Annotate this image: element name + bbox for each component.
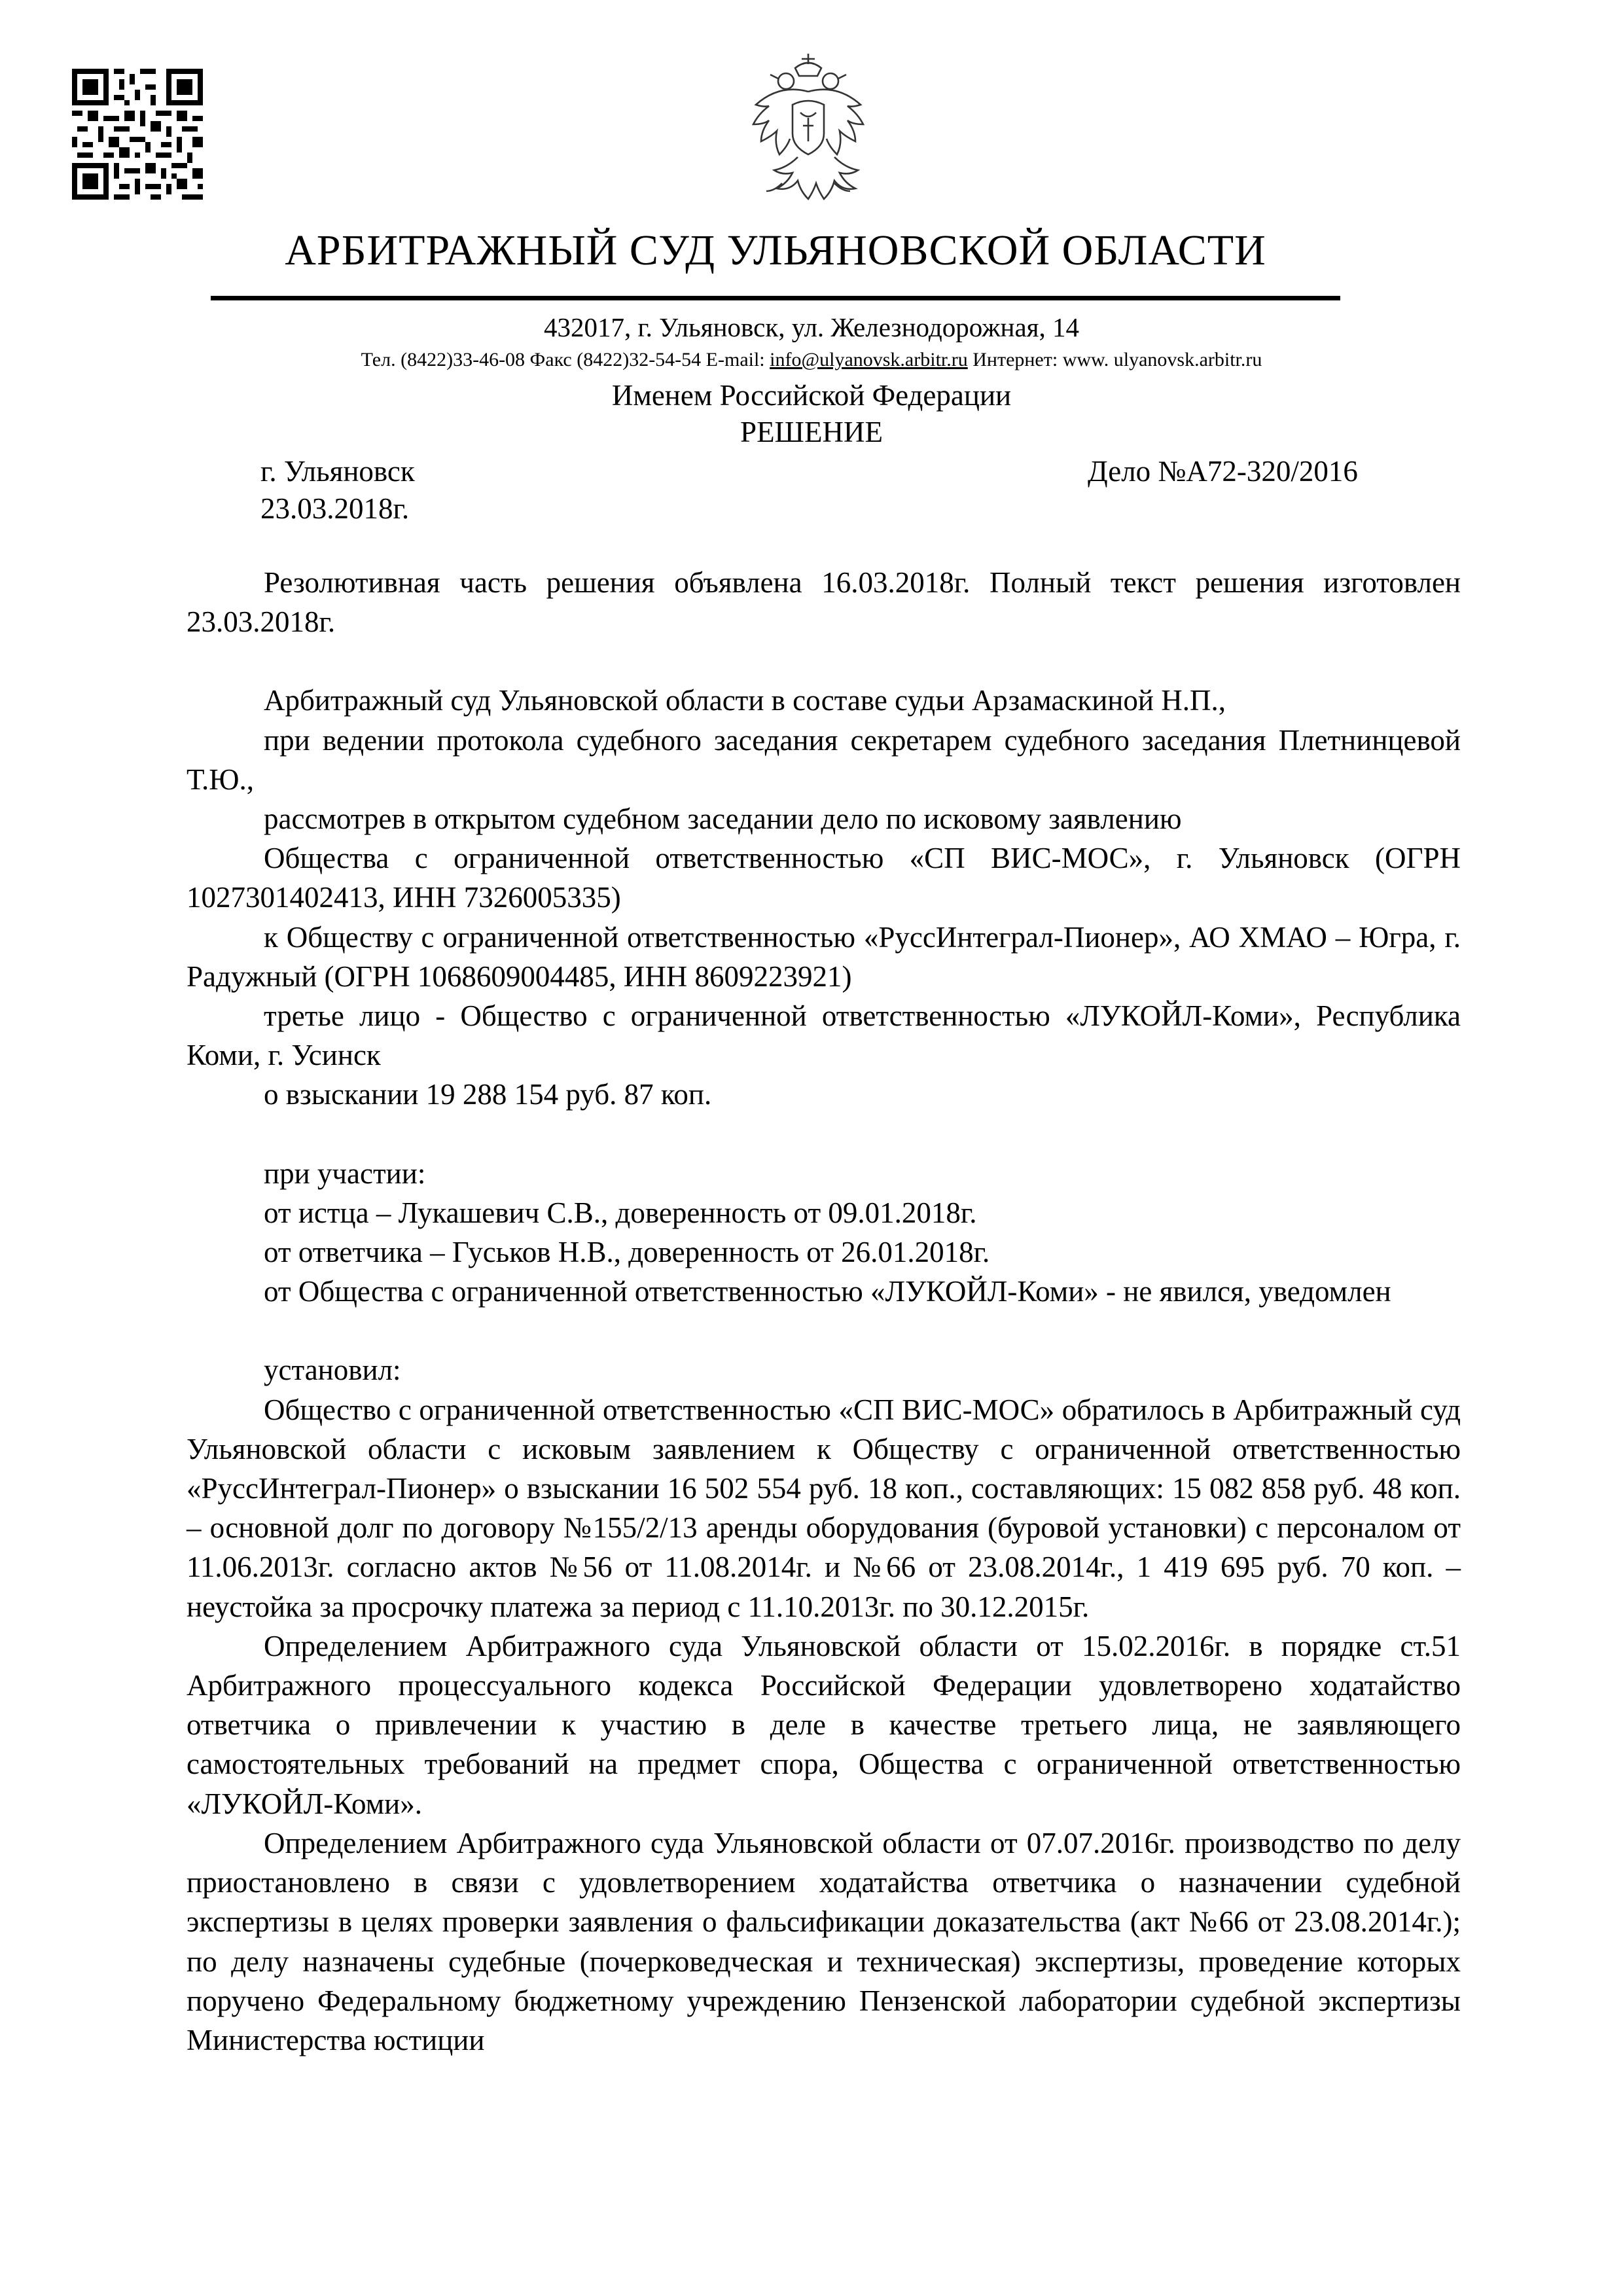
court-name: АРБИТРАЖНЫЙ СУД УЛЬЯНОВСКОЙ ОБЛАСТИ: [285, 226, 1266, 274]
resolution-announcement: Резолютивная часть решения объявлена 16.03.2018г. Полный текст решения изготовлен 23.03.2018г.: [187, 566, 1461, 639]
secretary-line: при ведении протокола судебного заседания секретарем судебного заседания Плетнинцевой Т.Ю.,: [187, 723, 1461, 796]
coat-of-arms-emblem: [743, 52, 874, 209]
plaintiff-line: Общества с ограниченной ответственностью «СП ВИС-МОС», г. Ульяновск (ОГРН 1027301402413, ИНН 7326005335): [187, 842, 1461, 914]
third-party-representative: от Общества с ограниченной ответственностью «ЛУКОЙЛ-Коми» - не явился, уведомлен: [264, 1275, 1391, 1308]
court-address: 432017, г. Ульяновск, ул. Железнодорожная, 14: [543, 312, 1080, 342]
claim-line: о взыскании 19 288 154 руб. 87 коп.: [264, 1078, 712, 1111]
paragraph-expertise-ruling: Определением Арбитражного суда Ульяновской области от 07.07.2016г. производство по делу приостановлено в связи с удовлетворением ходатайства ответчика о назначении судебной экспертизы в целях проверки заявления о фальсификации доказательства (акт №66 от 23.08.2014г.); по делу назначены судебные (почерковедческая и техническая) экспертизы, проведение которых поручено Федеральному бюджетному учреждению Пензенской лаборатории судебной экспертизы Министерства юстиции: [187, 1826, 1461, 2056]
in-the-name-heading: Именем Российской Федерации: [611, 379, 1012, 412]
paragraph-third-party-ruling: Определением Арбитражного суда Ульяновской области от 15.02.2016г. в порядке ст.51 Арбитражного процессуального кодекса Российской Федерации удовлетворено ходатайство ответчика о привлечении к участию в деле в качестве третьего лица, не заявляющего самостоятельных требований на предмет спора, Общества с ограниченной ответственностью «ЛУКОЙЛ-Коми».: [187, 1629, 1461, 1820]
participation-heading: при участии:: [264, 1157, 426, 1190]
decision-title: РЕШЕНИЕ: [740, 416, 883, 448]
defendant-line: к Обществу с ограниченной ответственностью «РуссИнтеграл-Пионер», АО ХМАО – Югра, г. Радужный (ОГРН 1068609004485, ИНН 8609223921): [187, 920, 1461, 993]
defendant-representative: от ответчика – Гуськов Н.В., доверенность от 26.01.2018г.: [264, 1236, 990, 1269]
court-composition: Арбитражный суд Ульяновской области в составе судьи Арзамаскиной Н.П.,: [264, 684, 1226, 717]
considered-line: рассмотрев в открытом судебном заседании дело по исковому заявлению: [264, 802, 1182, 836]
decision-body: [187, 563, 1461, 2060]
contacts-phone-fax: Тел. (8422)33-46-08 Факс (8422)32-54-54 E-mail:: [361, 349, 770, 370]
contacts-website: Интернет: www. ulyanovsk.arbitr.ru: [967, 349, 1262, 370]
third-party-line: третье лицо - Общество с ограниченной ответственностью «ЛУКОЙЛ-Коми», Республика Коми, г. Усинск: [187, 999, 1461, 1072]
decision-date: 23.03.2018г.: [260, 492, 410, 525]
case-number: Дело №А72-320/2016: [1088, 455, 1358, 488]
header-divider: [211, 296, 1340, 300]
email-link[interactable]: info@ulyanovsk.arbitr.ru: [770, 349, 968, 370]
paragraph-claim-filed: Общество с ограниченной ответственностью «СП ВИС-МОС» обратилось в Арбитражный суд Ульяновской области с исковым заявлением к Обществу с ограниченной ответственностью «РуссИнтеграл-Пионер» о взыскании 16 502 554 руб. 18 коп., составляющих: 15 082 858 руб. 48 коп. – основной долг по договору №155/2/13 аренды оборудования (буровой установки) с персоналом от 11.06.2013г. согласно актов №56 от 11.08.2014г. и №66 от 23.08.2014г., 1 419 695 руб. 70 коп. – неустойка за просрочку платежа за период с 11.10.2013г. по 30.12.2015г.: [187, 1393, 1461, 1623]
qr-code: [72, 69, 203, 200]
established-heading: установил:: [264, 1354, 401, 1387]
plaintiff-representative: от истца – Лукашевич С.В., доверенность от 09.01.2018г.: [264, 1196, 977, 1229]
court-contacts: [0, 349, 1623, 371]
city: г. Ульяновск: [260, 455, 415, 488]
